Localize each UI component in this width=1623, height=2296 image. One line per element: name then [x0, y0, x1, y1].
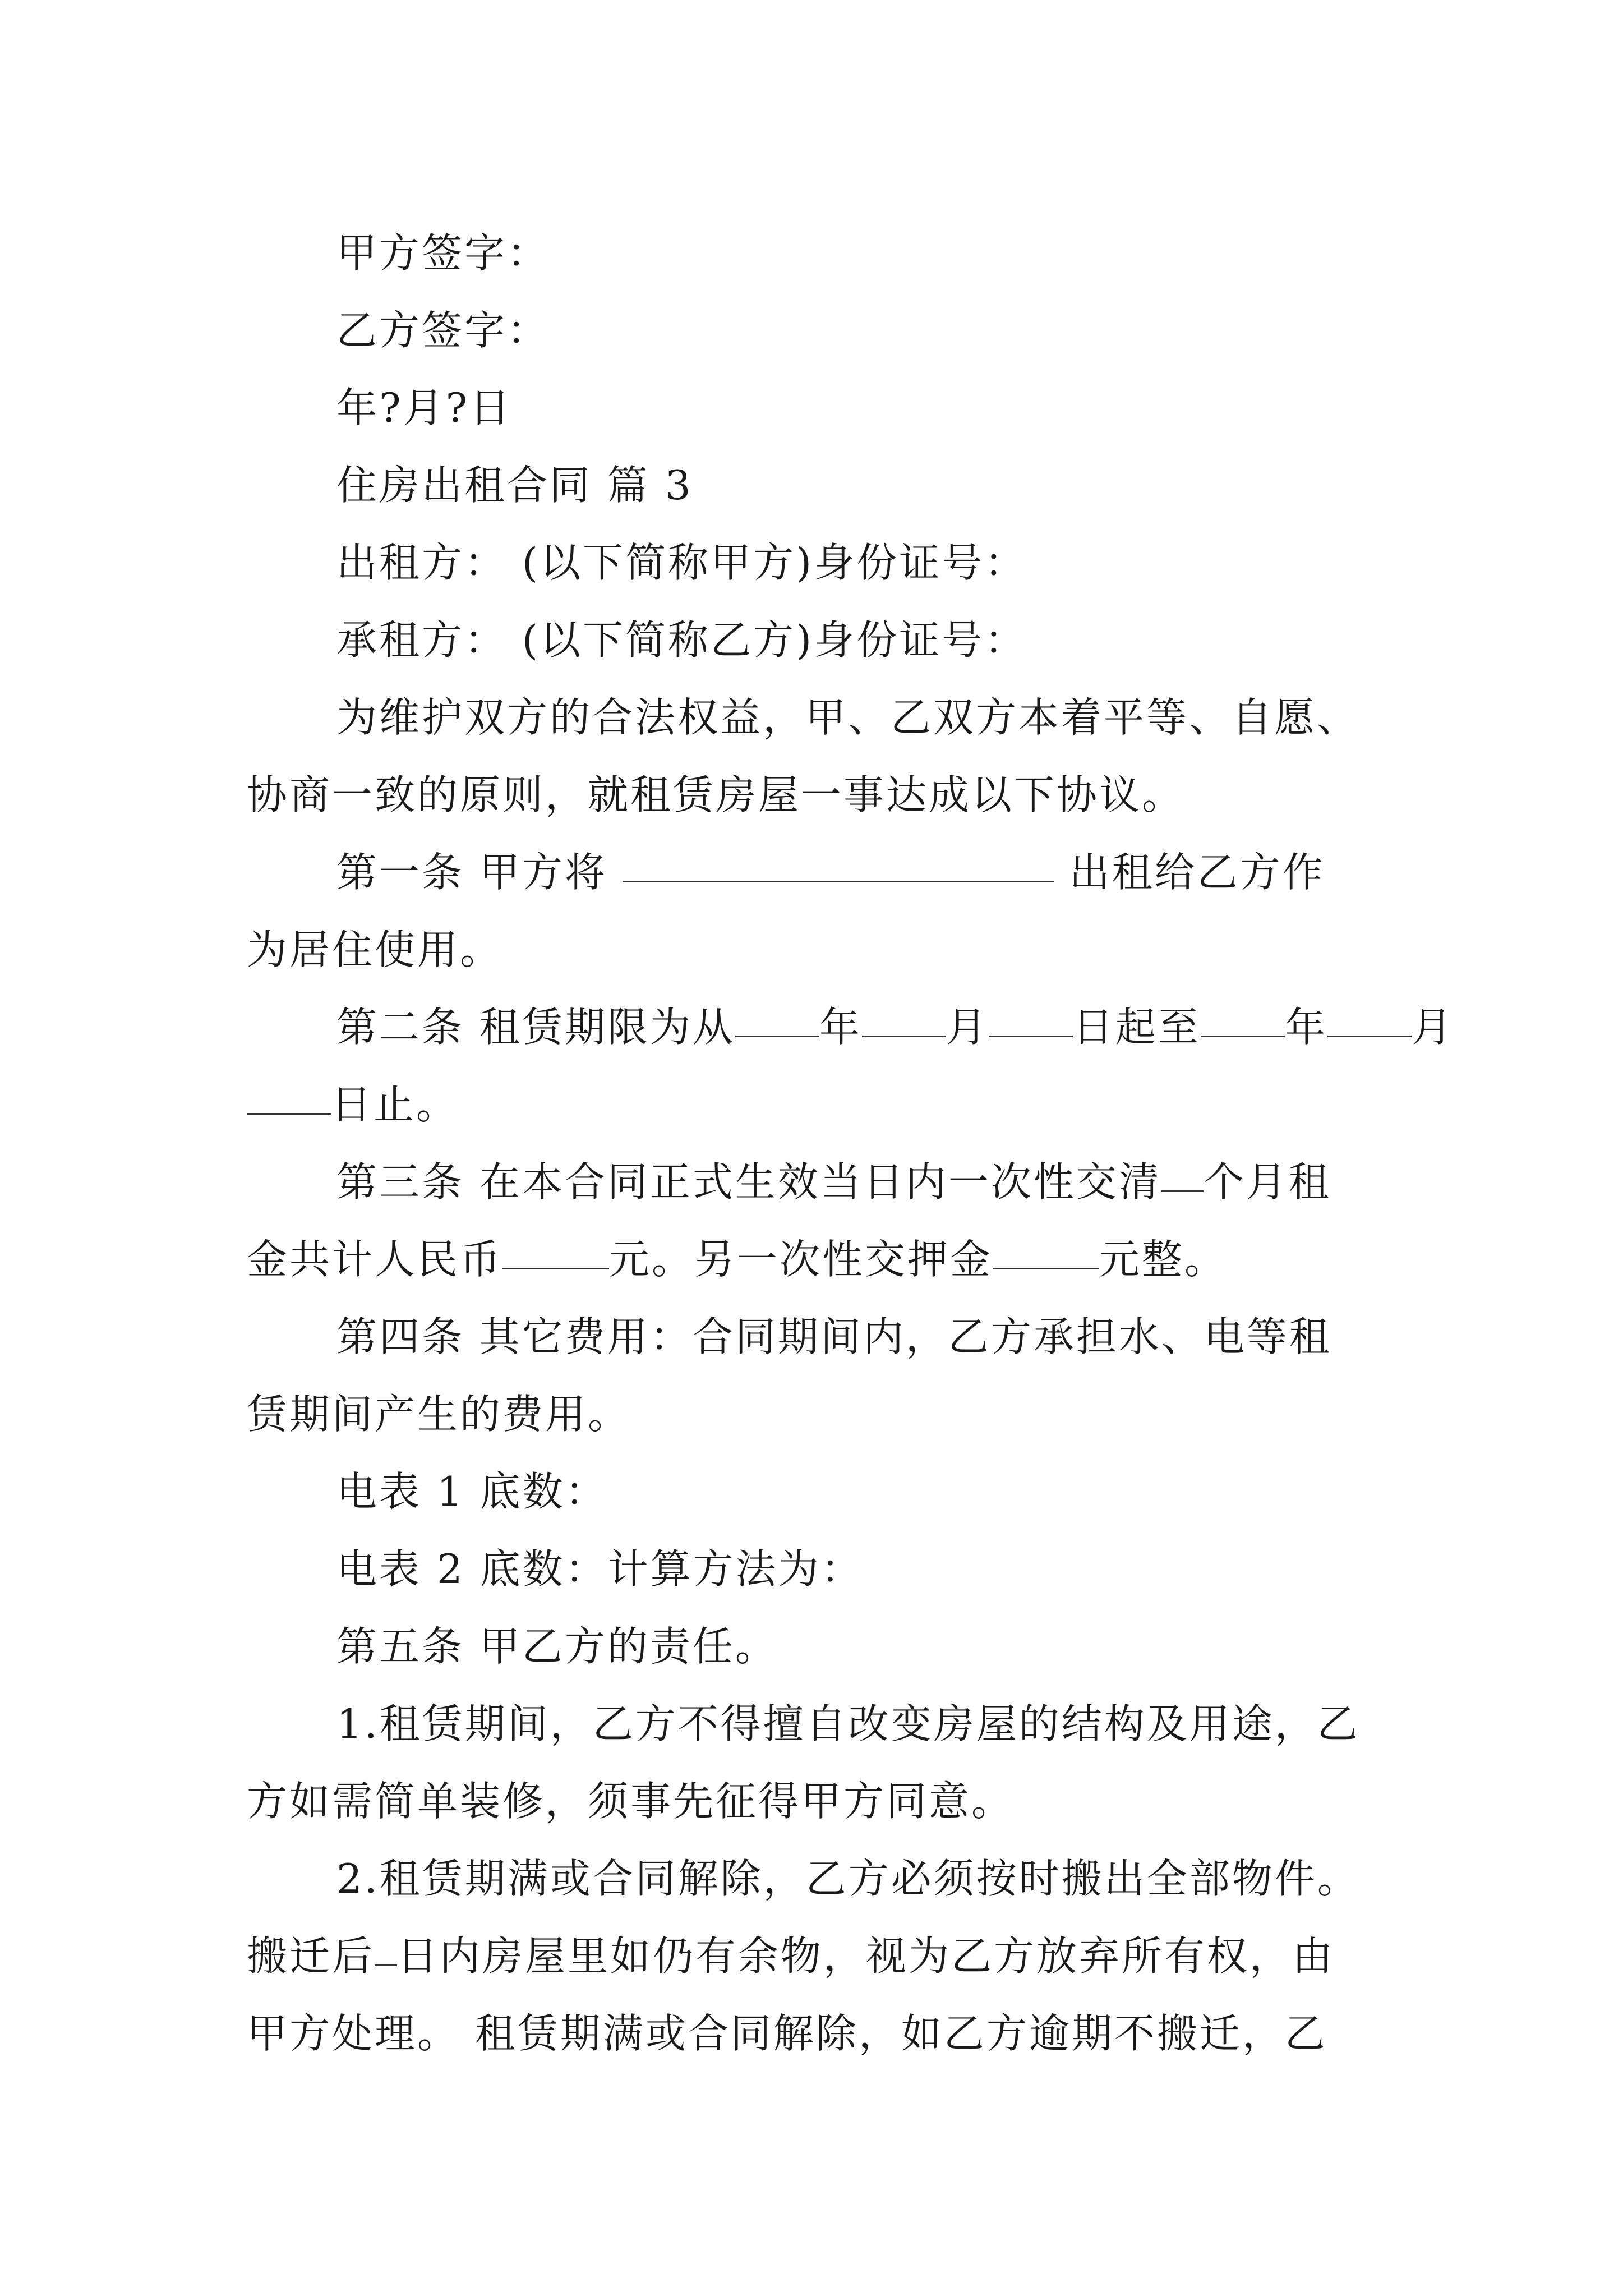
intro-line-2: 协商一致的原则，就租赁房屋一事达成以下协议。: [247, 771, 1185, 818]
item-1-line-1: 1.租赁期间，乙方不得擅自改变房屋的结构及用途，乙: [336, 1700, 1360, 1747]
end-year-blank: [1201, 1035, 1285, 1037]
deposit-amount-blank: [993, 1267, 1099, 1269]
start-month-blank: [862, 1035, 946, 1037]
start-day-blank: [989, 1035, 1073, 1037]
meter-1-line: 电表 1 底数：: [336, 1468, 608, 1515]
party-b-signature: 乙方签字：: [336, 307, 550, 354]
article-5-heading: 第五条 甲乙方的责任。: [336, 1623, 778, 1670]
section-title: 住房出租合同 篇 3: [336, 462, 693, 509]
end-month-blank: [1327, 1035, 1412, 1037]
contract-text: [247, 214, 1454, 2072]
date-line: 年?月?日: [336, 384, 513, 431]
lessor-line: 出租方： (以下简称甲方)身份证号：: [336, 539, 1027, 586]
article-1-line-1: 第一条 甲方将 出租给乙方作: [336, 849, 1325, 896]
article-2-line-1: 第二条 租赁期限为从 年 月 日起至 年 月: [336, 1004, 1454, 1051]
property-address-blank: [623, 880, 1054, 882]
start-year-blank: [735, 1035, 819, 1037]
item-2-line-3: 甲方处理。 租赁期满或合同解除，如乙方逾期不搬迁，乙: [247, 2010, 1327, 2057]
article-3-line-2: 金共计人民币 元。另一次性交押金 元整。: [247, 1236, 1228, 1283]
end-day-blank: [247, 1112, 331, 1115]
months-blank: [1161, 1190, 1204, 1192]
item-2-line-1: 2.租赁期满或合同解除，乙方必须按时搬出全部物件。: [336, 1855, 1360, 1902]
article-2-line-2: 日止。: [247, 1066, 1388, 1143]
article-4-line-2: 赁期间产生的费用。: [247, 1391, 631, 1438]
article-1-line-2: 为居住使用。: [247, 926, 503, 973]
days-blank: [375, 1964, 397, 1966]
item-1-line-2: 方如需简单装修，须事先征得甲方同意。: [247, 1778, 1015, 1825]
party-a-signature: 甲方签字：: [336, 229, 550, 277]
intro-line-1: 为维护双方的合法权益，甲、乙双方本着平等、自愿、: [336, 694, 1360, 741]
meter-2-line: 电表 2 底数：计算方法为：: [336, 1545, 864, 1593]
lessee-line: 承租方： (以下简称乙方)身份证号：: [336, 616, 1027, 664]
article-3-line-1: 第三条 在本合同正式生效当日内一次性交清 个月租: [336, 1158, 1331, 1205]
article-4-line-1: 第四条 其它费用：合同期间内，乙方承担水、电等租: [336, 1313, 1332, 1360]
rent-amount-blank: [502, 1267, 609, 1269]
item-2-line-2: 搬迁后 日内房屋里如仍有余物，视为乙方放弃所有权，由: [247, 1932, 1335, 1980]
